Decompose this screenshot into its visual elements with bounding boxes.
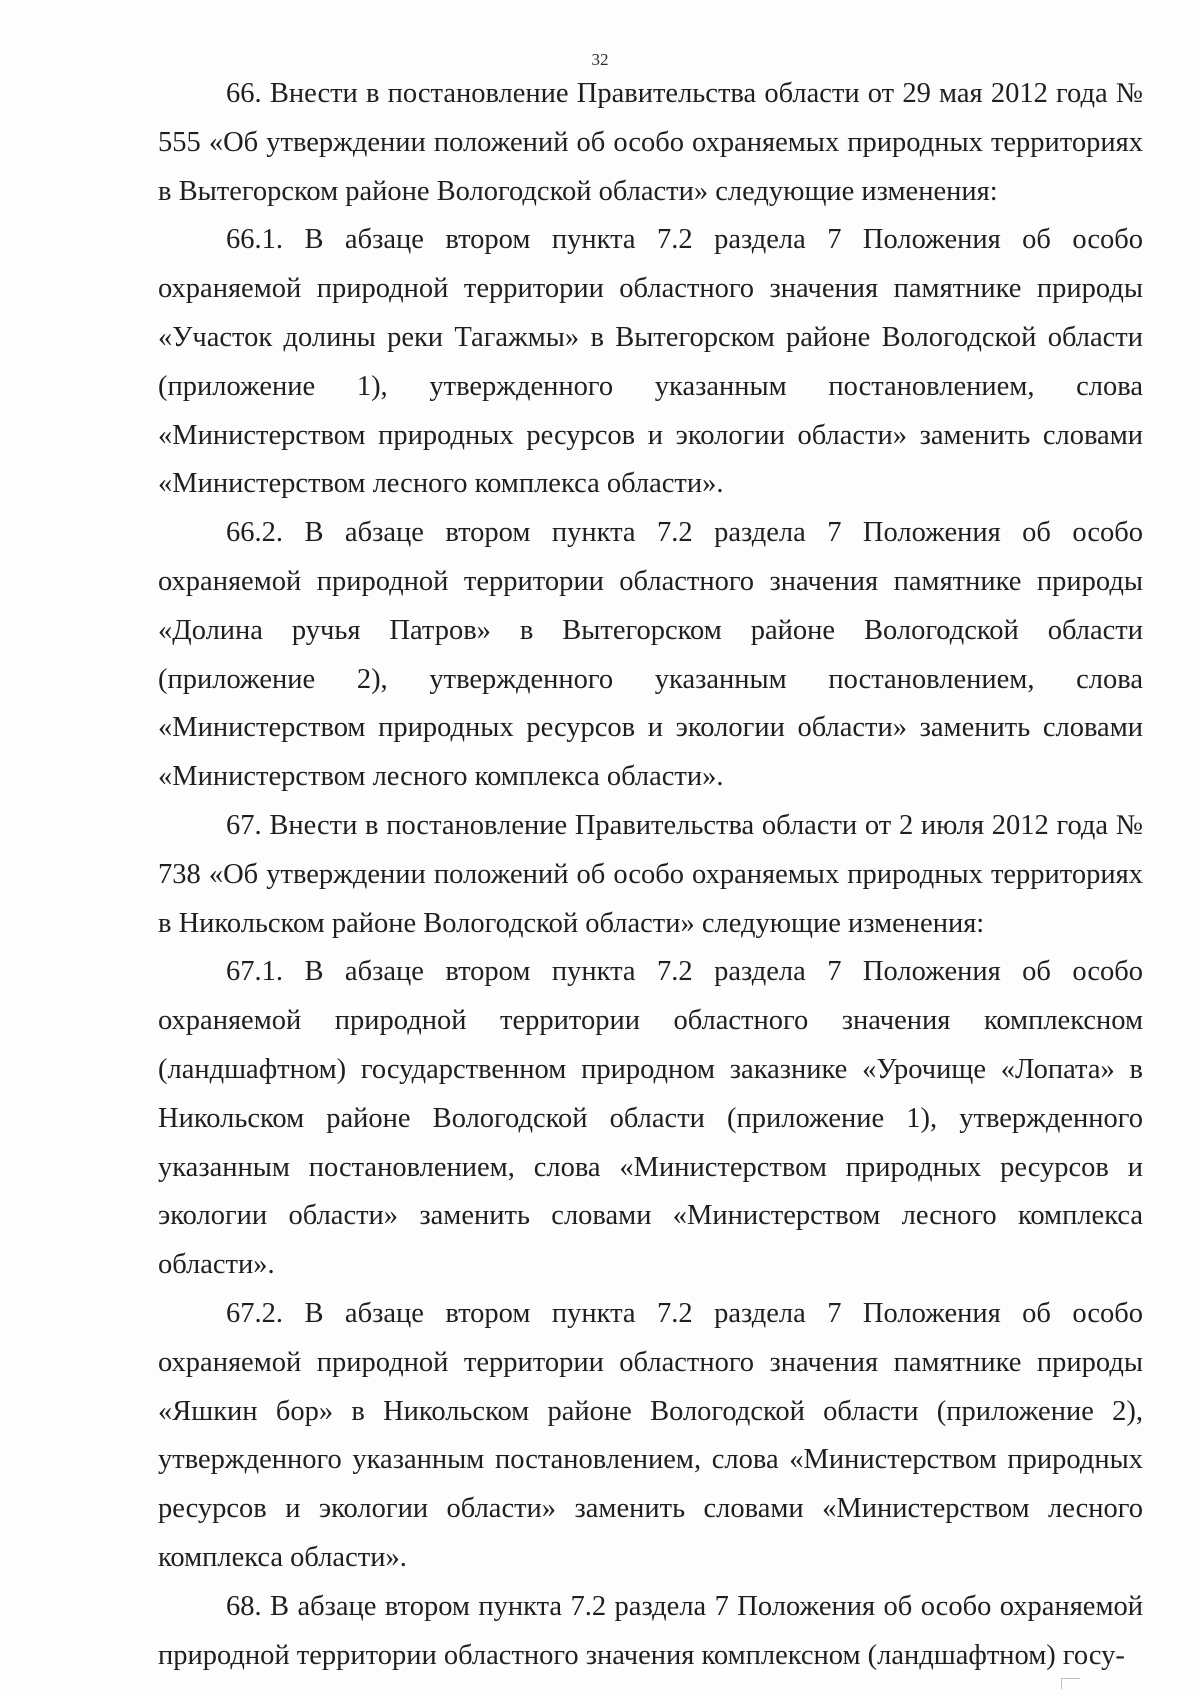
paragraph-67-2: 67.2. В абзаце втором пункта 7.2 раздела 7 Положения об особо охраняемой природной территории областного значения памятнике природы «Яшкин бор» в Никольском районе Вологодской области (приложение 2), утвержденного указанным постановлением, слова «Министерством природных ресурсов и экологии области» заменить словами «Министерством лесного комплекса области».	[158, 1297, 1143, 1573]
paragraph-66-2: 66.2. В абзаце втором пункта 7.2 раздела 7 Положения об особо охраняемой природной территории областного значения памятнике природы «Долина ручья Патров» в Вытегорском районе Вологодской области (приложение 2), утвержденного указанным постановлением, слова «Министерством природных ресурсов и экологии области» заменить словами «Министерством лесного комплекса области».	[158, 517, 1143, 793]
page-number: 32	[591, 50, 609, 69]
document-body	[158, 70, 1143, 1680]
paragraph-68: 68. В абзаце втором пункта 7.2 раздела 7 Положения об особо охраняемой природной территории областного значения комплексном (ландшафтном) госу-	[158, 1590, 1143, 1671]
paragraph-67-1: 67.1. В абзаце втором пункта 7.2 раздела 7 Положения об особо охраняемой природной территории областного значения комплексном (ландшафтном) государственном природном заказнике «Урочище «Лопата» в Никольском районе Вологодской области (приложение 1), утвержденного указанным постановлением, слова «Министерством природных ресурсов и экологии области» заменить словами «Министерством лесного комплекса области».	[158, 956, 1143, 1281]
scan-artifact	[1061, 1678, 1080, 1689]
paragraph-66: 66. Внести в постановление Правительства области от 29 мая 2012 года № 555 «Об утверждении положений об особо охраняемых природных территориях в Вытегорском районе Вологодской области» следующие изменения:	[158, 78, 1143, 207]
paragraph-67: 67. Внести в постановление Правительства области от 2 июля 2012 года № 738 «Об утверждении положений об особо охраняемых природных территориях в Никольском районе Вологодской области» следующие изменения:	[158, 809, 1143, 939]
paragraph-66-1: 66.1. В абзаце втором пункта 7.2 раздела 7 Положения об особо охраняемой природной территории областного значения памятнике природы «Участок долины реки Тагажмы» в Вытегорском районе Вологодской области (приложение 1), утвержденного указанным постановлением, слова «Министерством природных ресурсов и экологии области» заменить словами «Министерством лесного комплекса области».	[158, 224, 1143, 500]
